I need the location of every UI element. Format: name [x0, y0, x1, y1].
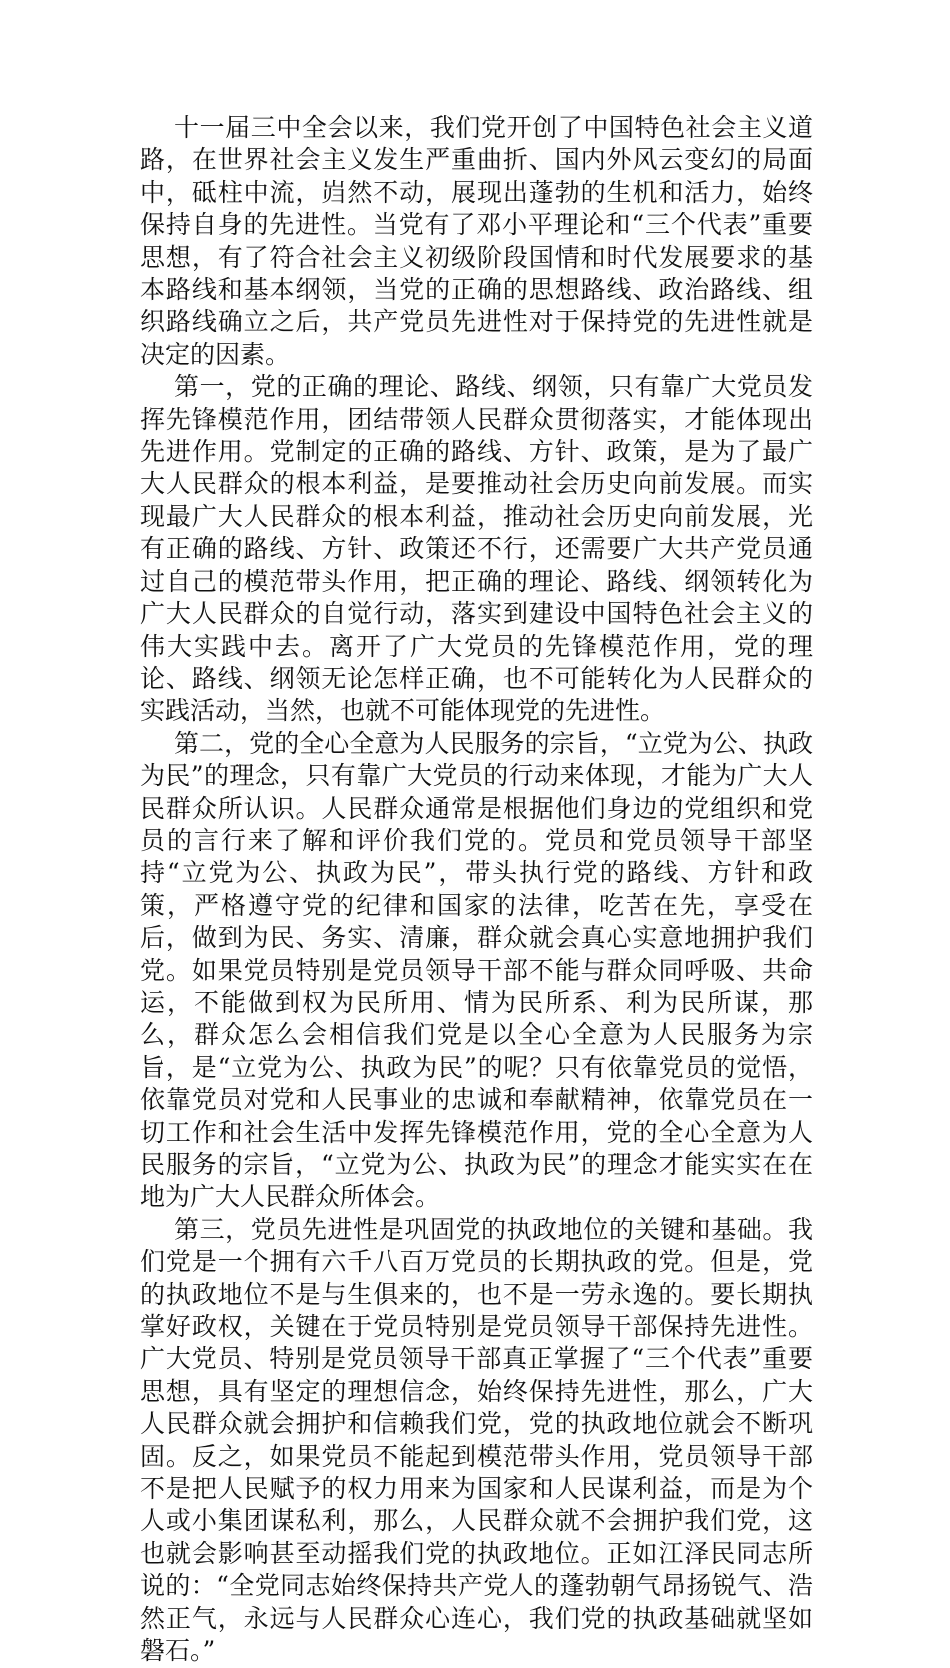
paragraph-intro: 十一届三中全会以来，我们党开创了中国特色社会主义道路，在世界社会主义发生严重曲折、国内外风云变幻的局面中，砥柱中流，岿然不动，展现出蓬勃的生机和活力，始终保持自身的先进性。当党有了邓小平理论和“三个代表”重要思想，有了符合社会主义初级阶段国情和时代发展要求的基本路线和基本纲领，当党的正确的思想路线、政治路线、组织路线确立之后，共产党员先进性对于保持党的先进性就是决定的因素。: [140, 113, 813, 369]
paragraph-third-point: 第三，党员先进性是巩固党的执政地位的关键和基础。我们党是一个拥有六千八百万党员的长期执政的党。但是，党的执政地位不是与生俱来的，也不是一劳永逸的。要长期执掌好政权，关键在于党员特别是党员领导干部保持先进性。广大党员、特别是党员领导干部真正掌握了“三个代表”重要思想，具有坚定的理想信念，始终保持先进性，那么，广大人民群众就会拥护和信赖我们党，党的执政地位就会不断巩固。反之，如果党员不能起到模范带头作用，党员领导干部不是把人民赋予的权力用来为国家和人民谋利益，而是为个人或小集团谋私利，那么，人民群众就不会拥护我们党，这也就会影响甚至动摇我们党的执政地位。正如江泽民同志所说的：“全党同志始终保持共产党人的蓬勃朝气昂扬锐气、浩然正气，永远与人民群众心连心，我们党的执政基础就坚如磐石。”: [140, 1214, 813, 1666]
paragraph-first-point: 第一，党的正确的理论、路线、纲领，只有靠广大党员发挥先锋模范作用，团结带领人民群众贯彻落实，才能体现出先进作用。党制定的正确的路线、方针、政策，是为了最广大人民群众的根本利益，是要推动社会历史向前发展。而实现最广大人民群众的根本利益，推动社会历史向前发展，光有正确的路线、方针、政策还不行，还需要广大共产党员通过自己的模范带头作用，把正确的理论、路线、纲领转化为广大人民群众的自觉行动，落实到建设中国特色社会主义的伟大实践中去。离开了广大党员的先锋模范作用，党的理论、路线、纲领无论怎样正确，也不可能转化为人民群众的实践活动，当然，也就不可能体现党的先进性。: [140, 372, 813, 726]
paragraph-second-point: 第二，党的全心全意为人民服务的宗旨，“立党为公、执政为民”的理念，只有靠广大党员的行动来体现，才能为广大人民群众所认识。人民群众通常是根据他们身边的党组织和党员的言行来了解和评价我们党的。党员和党员领导干部坚持“立党为公、执政为民”，带头执行党的路线、方针和政策，严格遵守党的纪律和国家的法律，吃苦在先，享受在后，做到为民、务实、清廉，群众就会真心实意地拥护我们党。如果党员特别是党员领导干部不能与群众同呼吸、共命运，不能做到权为民所用、情为民所系、利为民所谋，那么，群众怎么会相信我们党是以全心全意为人民服务为宗旨，是“立党为公、执政为民”的呢？只有依靠党员的觉悟，依靠党员对党和人民事业的忠诚和奉献精神，依靠党员在一切工作和社会生活中发挥先锋模范作用，党的全心全意为人民服务的宗旨，“立党为公、执政为民”的理念才能实实在在地为广大人民群众所体会。: [140, 728, 813, 1212]
document-body: [140, 112, 813, 1668]
